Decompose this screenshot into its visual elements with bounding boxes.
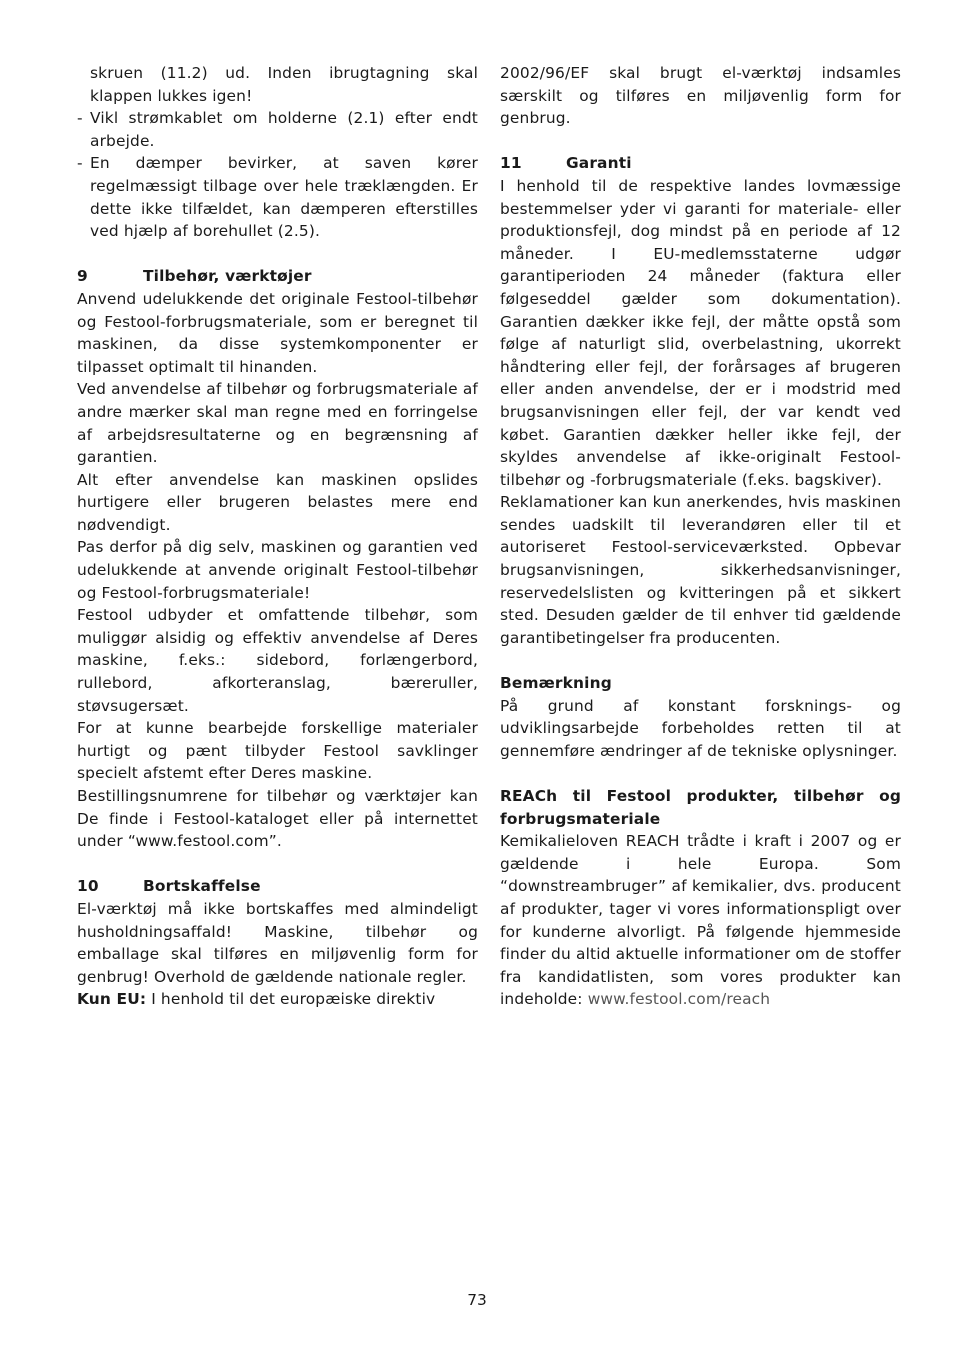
section-number: 9 <box>77 267 88 286</box>
page-number: 73 <box>467 1291 487 1309</box>
bullet-item-damper <box>77 152 478 242</box>
reach-paragraph <box>500 830 901 1011</box>
bullet-dash: - <box>77 109 83 128</box>
paragraph: Festool udbyder et omfattende tilbehør, som muliggør alsidig og effektiv anvendelse af Deres maskine, f.eks.: sidebord, forlængerbord, rullebord, afkorteranslag, bæreruller, støvsugersæt. <box>77 606 478 715</box>
remark-heading: Bemærkning <box>500 674 612 693</box>
reach-text: Kemikalieloven REACH trådte i kraft i 2007 og er gældende i hele Europa. Som “downstreambruger” af kemikalier, dvs. producent af produkter, tager vi vores informationspligt over for kunderne alvorligt. På følgende hjemmeside finder du altid aktuelle informationer om de stoffer fra kandidatlisten, som vores produkter kan indeholde: <box>500 832 901 1009</box>
paragraph: Reklamationer kan kun anerkendes, hvis maskinen sendes uadskilt til leverandøren eller til et autoriseret Festool-serviceværksted. Opbevar brugsanvisningen, sikkerhedsanvisninger, reservedelslisten og kvitteringen på et sikkert sted. Desuden gælder de til enhver tid gældende garantibetingelser fra producenten. <box>500 493 901 647</box>
paragraph: I henhold til de respektive landes lovmæssige bestemmelser yder vi garanti for materiale- eller produktionsfejl, dog mindst på en periode af 12 måneder. I EU-medlemsstaterne udgør garantiperioden 24 måneder (faktura eller følgeseddel gælder som dokumentation). Garantien dækker ikke fejl, der måtte opstå som følge af naturligt slid, overbelastning, ukorrekt håndtering eller fejl, der forårsages af brugeren eller anden anvendelse, der er i modstrid med brugsanvisningen eller fejl, der var kendt ved købet. Garantien dækker heller ikke fejl, der skyldes anvendelse af ikke-originalt Festool-tilbehør og -forbrugsmateriale (f.eks. bagskiver). <box>500 176 901 489</box>
reach-link[interactable]: www.festool.com/reach <box>587 990 771 1009</box>
section-11-heading <box>500 152 901 175</box>
section-10-heading <box>77 875 478 898</box>
section-title: Bortskaffelse <box>143 877 261 896</box>
paragraph: Anvend udelukkende det originale Festool-tilbehør og Festool-forbrugsmateriale, som er beregnet til maskinen, da disse systemkomponenter er tilpasset optimalt til hinanden. <box>77 289 478 376</box>
paragraph: Pas derfor på dig selv, maskinen og garantien ved udelukkende at anvende originalt Festool-tilbehør og Festool-forbrugsmateriale! <box>77 538 478 602</box>
paragraph: Ved anvendelse af tilbehør og forbrugsmateriale af andre mærker skal man regne med en forringelse af arbejdsresultaterne og en begrænsning af garantien. <box>77 380 478 467</box>
eu-text: I henhold til det europæiske direktiv <box>146 990 436 1009</box>
section-number: 10 <box>77 877 99 896</box>
bullet-item-cable <box>77 107 478 152</box>
bullet-text: En dæmper bevirker, at saven kører regelmæssigt tilbage over hele træklængden. Er dette ikke tilfældet, kan dæmperen efterstilles ved hjælp af borehullet (2.5). <box>90 154 478 241</box>
paragraph: Alt efter anvendelse kan maskinen opslides hurtigere eller brugeren belastes mere end nødvendigt. <box>77 470 478 534</box>
bullet-dash: - <box>77 154 83 173</box>
eu-label: Kun EU: <box>77 990 147 1009</box>
left-column <box>77 62 478 1011</box>
eu-paragraph <box>77 988 478 1011</box>
paragraph: På grund af konstant forsknings- og udviklingsarbejde forbeholdes retten til at gennemføre ændringer af de tekniske oplysninger. <box>500 696 901 760</box>
section-title: Garanti <box>566 154 632 173</box>
eu-continuation: 2002/96/EF skal brugt el-værktøj indsamles særskilt og tilføres en miljøvenlig form for genbrug. <box>500 64 901 128</box>
reach-heading: REACh til Festool produkter, tilbehør og forbrugsmateriale <box>500 787 901 828</box>
section-title: Tilbehør, værktøjer <box>143 267 312 286</box>
section-number: 11 <box>500 154 522 173</box>
paragraph: El-værktøj må ikke bortskaffes med almindeligt husholdningsaffald! Maskine, tilbehør og emballage skal tilføres en miljøvenlig form for genbrug! Overhold de gældende nationale regler. <box>77 899 478 986</box>
intro-continuation: skruen (11.2) ud. Inden ibrugtagning skal klappen lukkes igen! <box>90 64 478 105</box>
bullet-text: Vikl strømkablet om holderne (2.1) efter endt arbejde. <box>90 109 478 150</box>
paragraph: For at kunne bearbejde forskellige materialer hurtigt og pænt tilbyder Festool savklinger specielt afstemt efter Deres maskine. <box>77 719 478 783</box>
paragraph: Bestillingsnumrene for tilbehør og værktøjer kan De finde i Festool-kataloget eller på internettet under “www.festool.com”. <box>77 787 478 851</box>
section-9-heading <box>77 265 478 288</box>
right-column <box>500 62 901 1011</box>
